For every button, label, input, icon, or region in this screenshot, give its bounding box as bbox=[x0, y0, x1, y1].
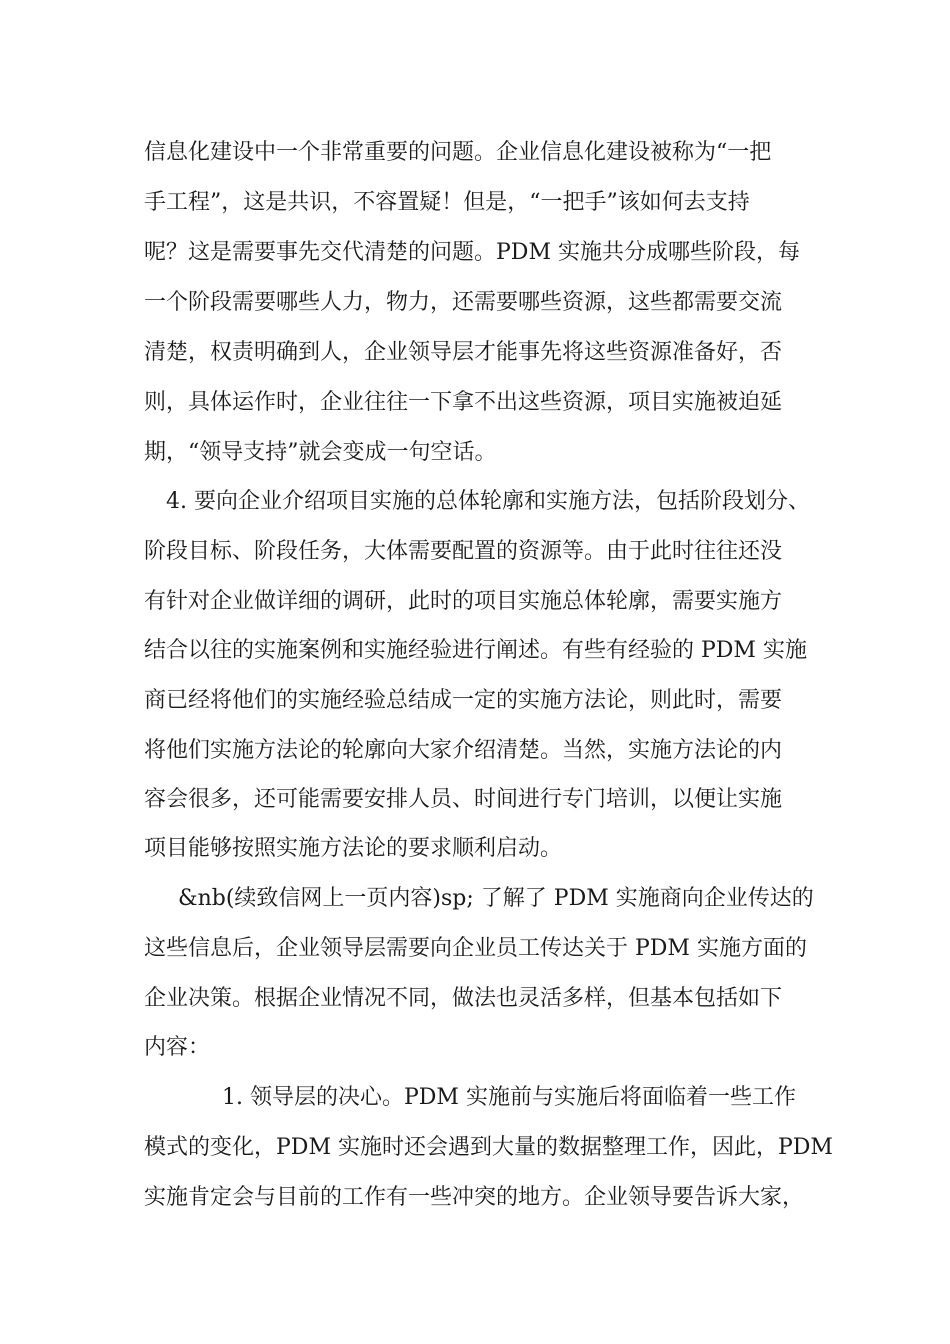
text-line: 实施肯定会与目前的工作有一些冲突的地方。企业领导要告诉大家， bbox=[144, 1185, 805, 1210]
text-line: 有针对企业做详细的调研，此时的项目实施总体轮廓，需要实施方 bbox=[144, 589, 783, 614]
text-line: 1. 领导层的决心。PDM 实施前与实施后将面临着一些工作 bbox=[222, 1085, 796, 1110]
text-line: 商已经将他们的实施经验总结成一定的实施方法论，则此时，需要 bbox=[144, 688, 783, 713]
text-line: 内容： bbox=[144, 1035, 211, 1060]
text-line: 结合以往的实施案例和实施经验进行阐述。有些有经验的 PDM 实施 bbox=[144, 638, 807, 663]
text-line: 模式的变化，PDM 实施时还会遇到大量的数据整理工作，因此，PDM bbox=[144, 1135, 833, 1160]
text-line: 企业决策。根据企业情况不同，做法也灵活多样，但基本包括如下 bbox=[144, 986, 783, 1011]
text-line: 一个阶段需要哪些人力，物力，还需要哪些资源，这些都需要交流 bbox=[144, 290, 783, 315]
text-line: 阶段目标、阶段任务，大体需要配置的资源等。由于此时往往还没 bbox=[144, 539, 783, 564]
text-line: &nb(续致信网上一页内容)sp; 了解了 PDM 实施商向企业传达的 bbox=[178, 886, 814, 911]
text-line: 信息化建设中一个非常重要的问题。企业信息化建设被称为“一把 bbox=[144, 140, 772, 165]
text-line: 这些信息后，企业领导层需要向企业员工传达关于 PDM 实施方面的 bbox=[144, 936, 807, 961]
text-line: 手工程”，这是共识，不容置疑！但是，“一把手”该如何去支持 bbox=[144, 190, 750, 215]
text-line: 清楚，权责明确到人，企业领导层才能事先将这些资源准备好，否 bbox=[144, 340, 783, 365]
text-line: 4. 要向企业介绍项目实施的总体轮廓和实施方法，包括阶段划分、 bbox=[166, 489, 810, 514]
text-line: 期，“领导支持”就会变成一句空话。 bbox=[144, 440, 497, 465]
text-line: 呢？这是需要事先交代清楚的问题。PDM 实施共分成哪些阶段，每 bbox=[144, 240, 800, 265]
text-line: 则，具体运作时，企业往往一下拿不出这些资源，项目实施被迫延 bbox=[144, 390, 783, 415]
text-line: 将他们实施方法论的轮廓向大家介绍清楚。当然，实施方法论的内 bbox=[144, 738, 783, 763]
text-line: 容会很多，还可能需要安排人员、时间进行专门培训，以便让实施 bbox=[144, 787, 783, 812]
text-line: 项目能够按照实施方法论的要求顺利启动。 bbox=[144, 836, 563, 861]
